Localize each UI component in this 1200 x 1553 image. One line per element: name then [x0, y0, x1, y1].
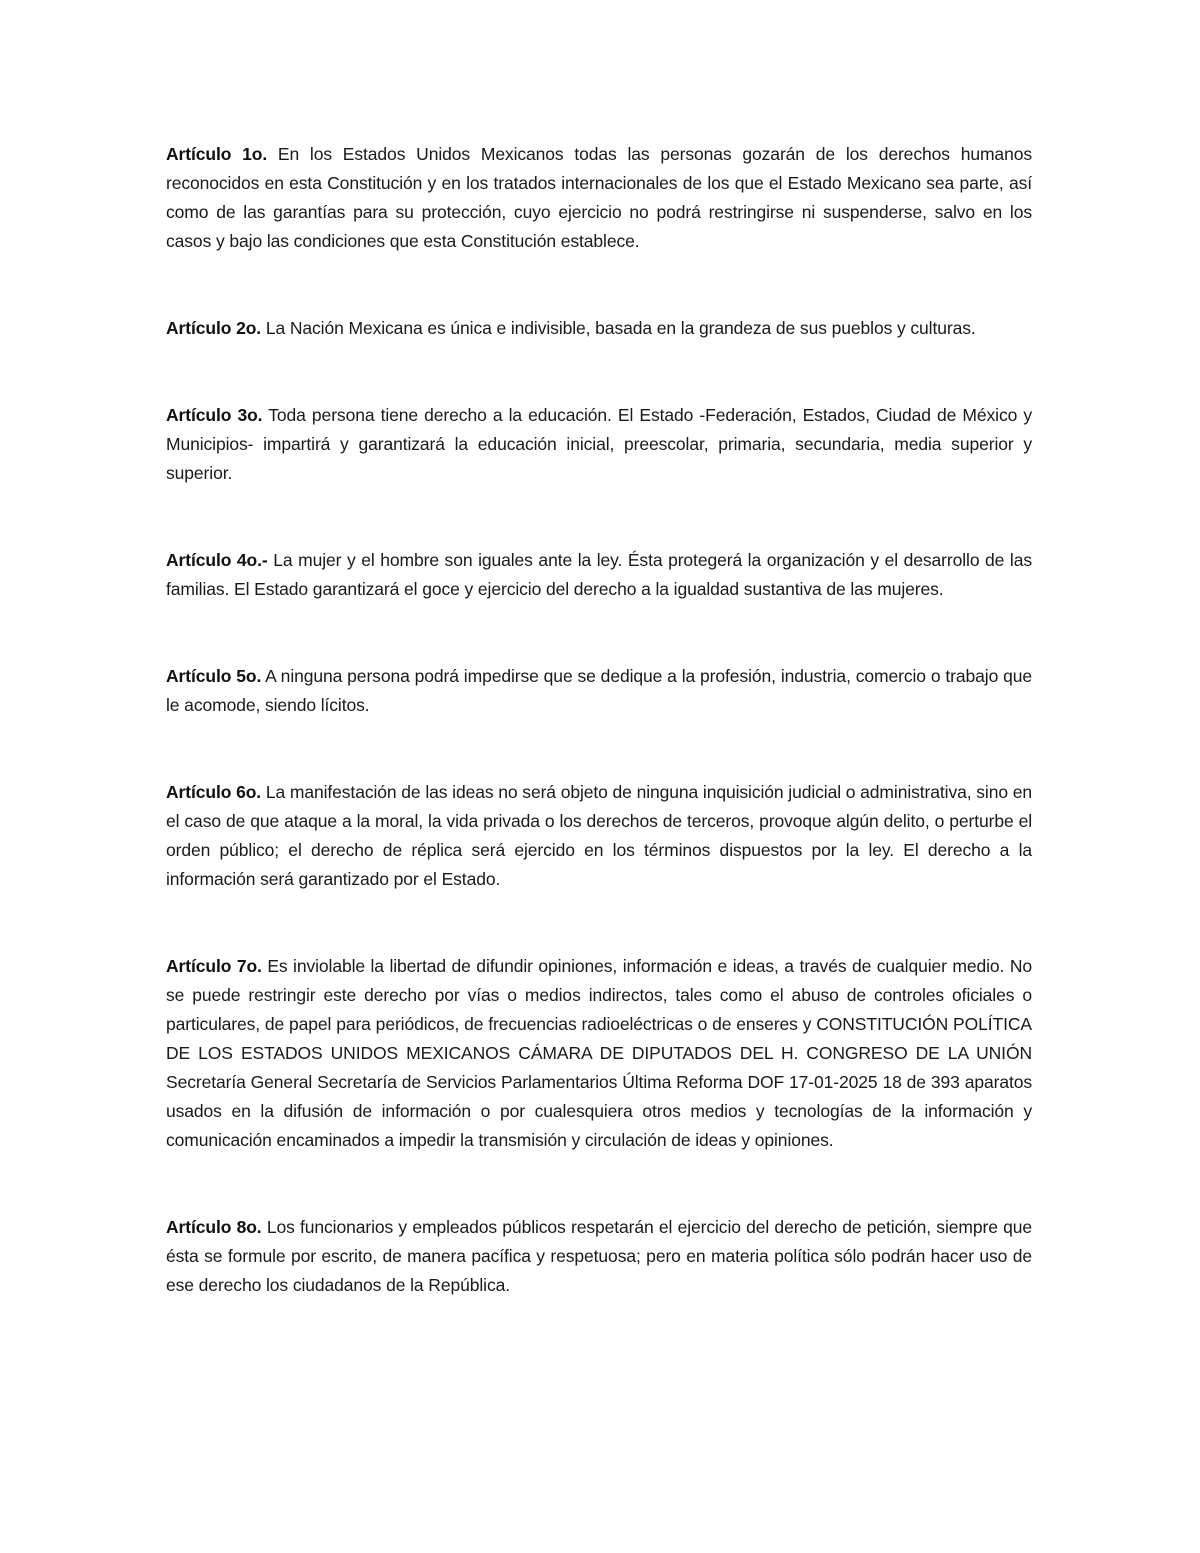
article-heading: Artículo 7o. [166, 956, 262, 976]
article-7 [166, 952, 1032, 1155]
article-text: La mujer y el hombre son iguales ante la ley. Ésta protegerá la organización y el desarrollo de las familias. El Estado garantizará el goce y ejercicio del derecho a la igualdad sustantiva de las mujeres. [166, 550, 1032, 599]
article-text: A ninguna persona podrá impedirse que se dedique a la profesión, industria, comercio o trabajo que le acomode, siendo lícitos. [166, 666, 1033, 715]
article-5 [166, 662, 1032, 720]
article-heading: Artículo 8o. [166, 1217, 262, 1237]
article-text: Los funcionarios y empleados públicos respetarán el ejercicio del derecho de petición, siempre que ésta se formule por escrito, de manera pacífica y respetuosa; pero en materia política sólo podrán hacer uso de ese derecho los ciudadanos de la República. [166, 1217, 1033, 1295]
article-4 [166, 546, 1032, 604]
article-2 [166, 314, 1032, 343]
article-text: En los Estados Unidos Mexicanos todas las personas gozarán de los derechos humanos reconocidos en esta Constitución y en los tratados internacionales de los que el Estado Mexicano sea parte, así como de las garantías para su protección, cuyo ejercicio no podrá restringirse ni suspenderse, salvo en los casos y bajo las condiciones que esta Constitución establece. [166, 144, 1032, 251]
article-3 [166, 401, 1032, 488]
article-text: Es inviolable la libertad de difundir opiniones, información e ideas, a través de cualquier medio. No se puede restringir este derecho por vías o medios indirectos, tales como el abuso de controles oficiales o particulares, de papel para periódicos, de frecuencias radioeléctricas o de enseres y CONSTITUCIÓN POLÍTICA DE LOS ESTADOS UNIDOS MEXICANOS CÁMARA DE DIPUTADOS DEL H. CONGRESO DE LA UNIÓN Secretaría General Secretaría de Servicios Parlamentarios Última Reforma DOF 17-01-2025 18 de 393 aparatos usados en la difusión de información o por cualesquiera otros medios y tecnologías de la información y comunicación encaminados a impedir la transmisión y circulación de ideas y opiniones. [166, 956, 1032, 1150]
article-heading: Artículo 3o. [166, 405, 263, 425]
article-heading: Artículo 2o. [166, 318, 262, 338]
article-text: La manifestación de las ideas no será objeto de ninguna inquisición judicial o administrativa, sino en el caso de que ataque a la moral, la vida privada o los derechos de terceros, provoque algún delito, o perturbe el orden público; el derecho de réplica será ejercido en los términos dispuestos por la ley. El derecho a la información será garantizado por el Estado. [166, 782, 1032, 889]
article-heading: Artículo 6o. [166, 782, 262, 802]
article-8 [166, 1213, 1032, 1300]
article-text: La Nación Mexicana es única e indivisible, basada en la grandeza de sus pueblos y culturas. [261, 318, 976, 338]
article-heading: Artículo 1o. [166, 144, 268, 164]
article-6 [166, 778, 1032, 894]
document-body [166, 140, 1032, 1358]
article-text: Toda persona tiene derecho a la educación. El Estado -Federación, Estados, Ciudad de México y Municipios- impartirá y garantizará la educación inicial, preescolar, primaria, secundaria, media superior y superior. [166, 405, 1033, 483]
article-1 [166, 140, 1032, 256]
article-heading: Artículo 5o. [166, 666, 262, 686]
article-heading: Artículo 4o.- [166, 550, 268, 570]
